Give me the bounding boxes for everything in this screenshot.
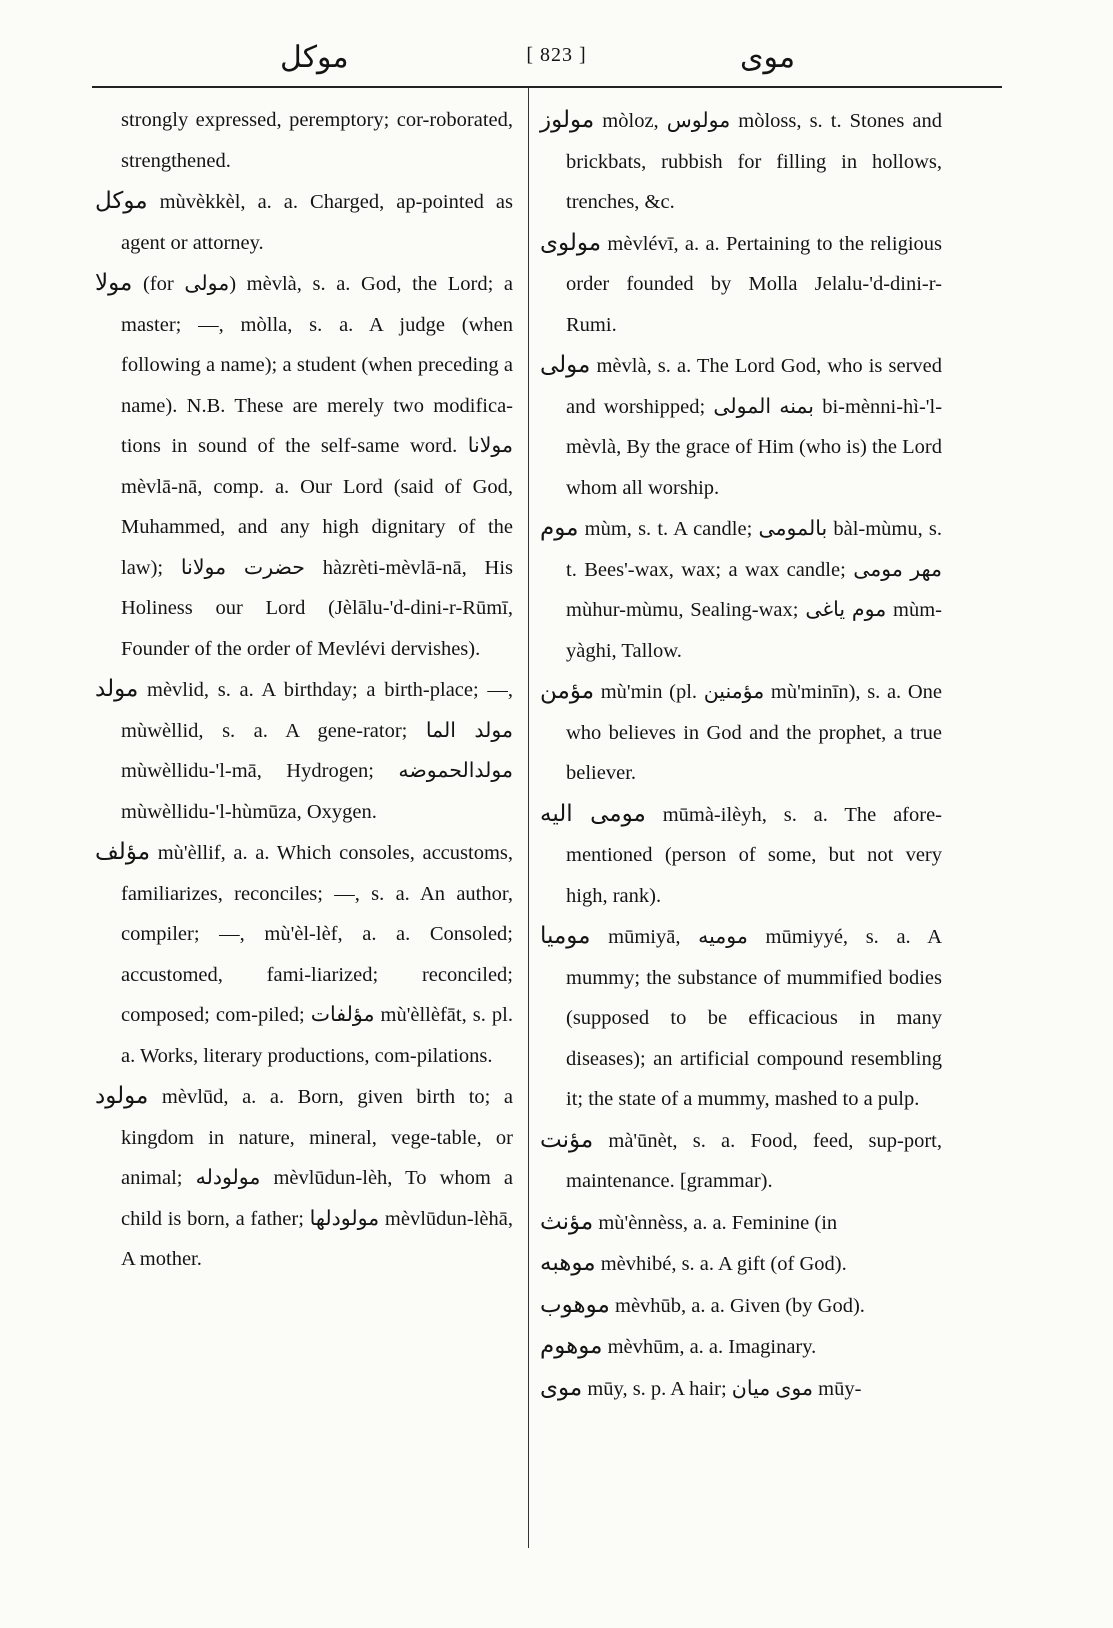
entry-text: mòloz, مولوس mòloss, s. t. Stones and brickbats, rubbish for filling in hollows, trenches, &c. bbox=[566, 110, 943, 213]
arabic-headword: موهبه bbox=[540, 1250, 596, 1275]
entry-text: mèvhūm, a. a. Imaginary. bbox=[607, 1336, 817, 1358]
dictionary-entry bbox=[540, 1243, 942, 1285]
entry-text: mù'èllif, a. a. Which consoles, accustoms, familiarizes, reconciles; —, s. a. An author, compiler; —, mù'èl-lèf, a. a. Consoled; accustomed, fami-liarized; reconciled; composed; com-piled; مؤلفات mù'èllèfāt, s. pl. a. Works, literary productions, com-pilations. bbox=[121, 842, 513, 1067]
entry-text: mūmà-ilèyh, s. a. The afore-mentioned (person of some, but not very high, rank). bbox=[566, 803, 942, 907]
dictionary-entry bbox=[95, 1076, 513, 1280]
page-number: [ 823 ] bbox=[526, 44, 587, 66]
entry-text: mù'min (pl. مؤمنين mù'minīn), s. a. One who believes in God and the prophet, a true believer. bbox=[566, 681, 942, 784]
dictionary-entry bbox=[540, 1120, 942, 1202]
left-running-head: موكل bbox=[280, 41, 349, 74]
dictionary-entry bbox=[540, 100, 942, 223]
dictionary-entry bbox=[95, 263, 513, 669]
entry-text: strongly expressed, peremptory; cor-roborated, strengthened. bbox=[121, 109, 513, 172]
entry-text: mùm, s. t. A candle; بالمومى bàl-mùmu, s. t. Bees'-wax, wax; a wax candle; مهر مومى mùhur-mùmu, Sealing-wax; موم ياغى mùm-yàghi, Tallow. bbox=[566, 518, 943, 662]
arabic-headword: مولى bbox=[540, 352, 591, 377]
entry-text: mèvlà, s. a. The Lord God, who is served and worshipped; بمنه المولى bi-mènni-hì-'l-mèvlà, By the grace of Him (who is) the Lord whom all worship. bbox=[566, 355, 943, 499]
entry-text: (for مولى) mèvlà, s. a. God, the Lord; a master; —, mòlla, s. a. A judge (when following a name); a student (when preceding a name). N.B. These are merely two modifica-tions in sound of the self-same word. مولانا mèvlā-nā, comp. a. Our Lord (said of God, Muhammed, and any high dignitary of the law); حضرت مولانا hàzrèti-mèvlā-nā, His Holiness our Lord (Jèlālu-'d-dini-r-Rūmī, Founder of the order of Mevlévi dervishes). bbox=[121, 273, 514, 660]
arabic-headword: موميا bbox=[540, 923, 591, 948]
dictionary-entry bbox=[95, 832, 513, 1076]
arabic-headword: موكل bbox=[95, 188, 148, 213]
dictionary-entry bbox=[540, 345, 942, 508]
arabic-headword: موهوب bbox=[540, 1291, 610, 1317]
entry-text: mù'ènnèss, a. a. Feminine (in bbox=[598, 1211, 838, 1234]
entry-text: mèvlévī, a. a. Pertaining to the religious order founded by Molla Jelalu-'d-dini-r-Rumi. bbox=[566, 232, 942, 336]
arabic-headword: مولوز bbox=[540, 107, 595, 132]
arabic-headword: موهوم bbox=[540, 1333, 603, 1358]
arabic-headword: مؤلف bbox=[95, 839, 151, 864]
right-running-head: موى bbox=[740, 41, 796, 74]
dictionary-entry bbox=[540, 1326, 942, 1368]
column-divider bbox=[528, 88, 529, 1548]
entry-text: mùvèkkèl, a. a. Charged, ap-pointed as agent or attorney. bbox=[121, 191, 514, 254]
arabic-headword: مولوى bbox=[540, 229, 602, 255]
arabic-headword: موى bbox=[540, 1374, 583, 1400]
dictionary-entry bbox=[95, 669, 513, 832]
dictionary-entry bbox=[95, 100, 513, 181]
arabic-headword: مومى اليه bbox=[540, 800, 646, 826]
arabic-headword: مؤنث bbox=[540, 1208, 594, 1234]
entry-text: mèvlid, s. a. A birthday; a birth-place; —, mùwèllid, s. a. A gene-rator; مولد الما mùwèllidu-'l-mā, Hydrogen; مولدالحموضه mùwèllidu-'l-hùmūza, Oxygen. bbox=[121, 679, 514, 823]
header-rule bbox=[92, 86, 1002, 88]
dictionary-entry bbox=[540, 671, 942, 794]
left-column bbox=[95, 100, 513, 1280]
dictionary-entry bbox=[540, 1368, 942, 1410]
arabic-headword: مولد bbox=[95, 676, 139, 701]
dictionary-entry bbox=[540, 223, 942, 346]
dictionary-entry bbox=[540, 1285, 942, 1327]
entry-text: mèvhibé, s. a. A gift (of God). bbox=[600, 1253, 847, 1275]
arabic-headword: مؤنت bbox=[540, 1126, 594, 1152]
dictionary-entry bbox=[540, 794, 942, 917]
entry-text: mèvhūb, a. a. Given (by God). bbox=[615, 1294, 865, 1317]
dictionary-entry bbox=[95, 181, 513, 263]
dictionary-entry bbox=[540, 508, 942, 671]
dictionary-entry bbox=[540, 916, 942, 1120]
entry-text: mūy, s. p. A hair; موى ميان mūy- bbox=[587, 1377, 862, 1400]
arabic-headword: مولا bbox=[95, 270, 133, 295]
arabic-headword: مولود bbox=[95, 1083, 149, 1108]
arabic-headword: موم bbox=[540, 515, 579, 540]
arabic-headword: مؤمن bbox=[540, 678, 595, 703]
dictionary-entry bbox=[540, 1202, 942, 1244]
right-column bbox=[540, 100, 942, 1409]
entry-text: mūmiyā, موميه mūmiyyé, s. a. A mummy; the substance of mummified bodies (supposed to be efficacious in many diseases); an artificial compound resembling it; the state of a mummy, mashed to a pulp. bbox=[566, 926, 943, 1110]
entry-text: mèvlūd, a. a. Born, given birth to; a kingdom in nature, mineral, vege-table, or animal; مولودله mèvlūdun-lèh, To whom a child is born, a father; مولودلها mèvlūdun-lèhā, A mother. bbox=[121, 1086, 514, 1270]
entry-text: mà'ūnèt, s. a. Food, feed, sup-port, maintenance. [grammar). bbox=[566, 1129, 942, 1192]
page-header bbox=[0, 34, 1113, 84]
